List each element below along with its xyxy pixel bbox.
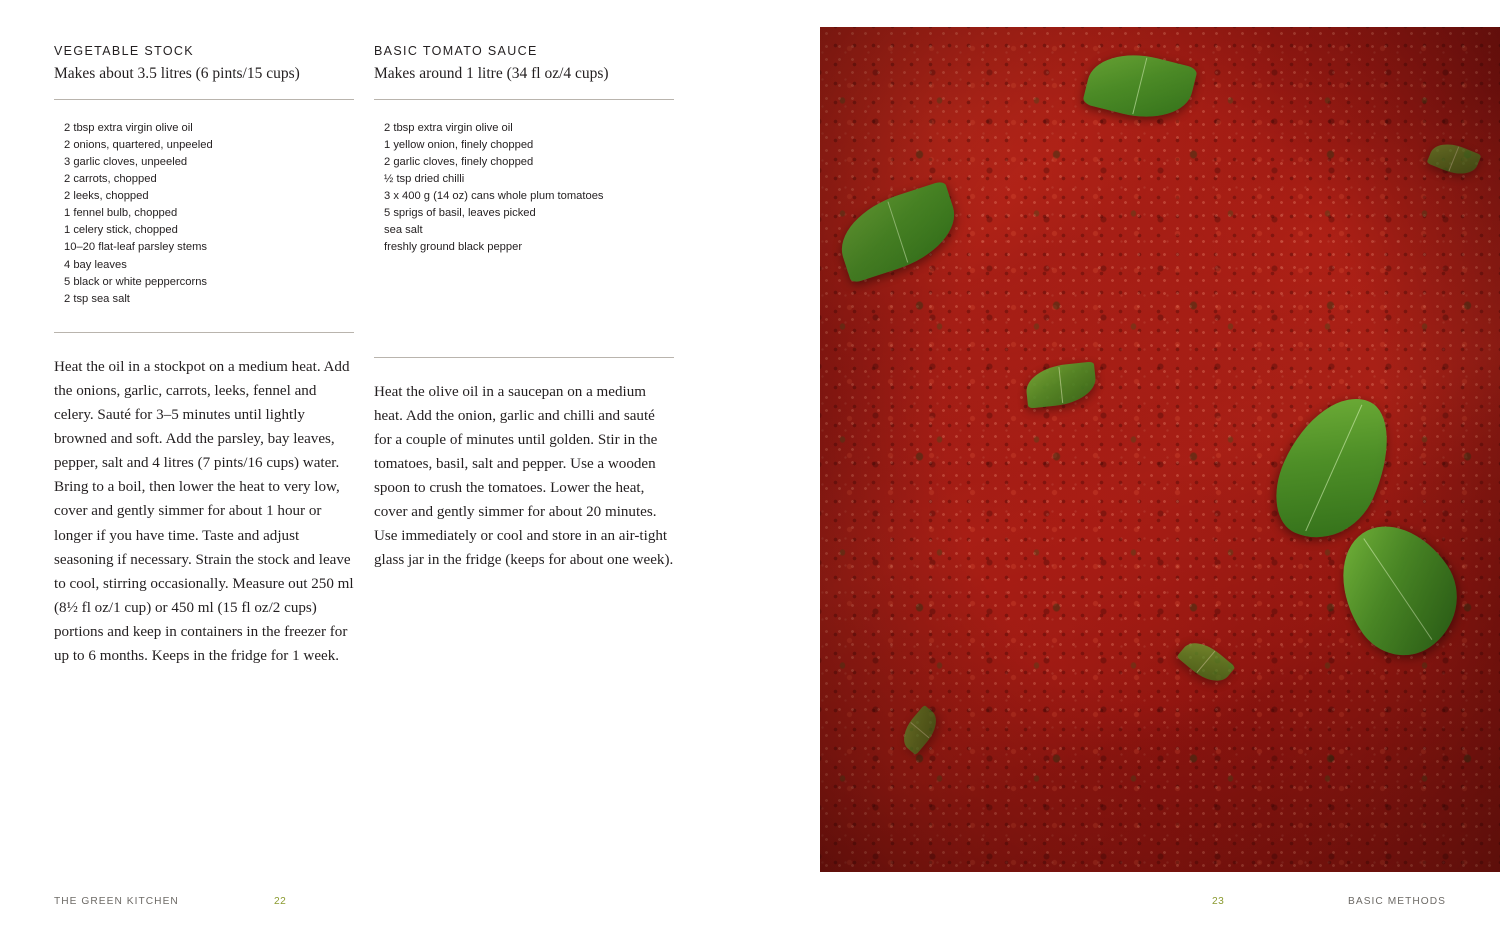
- list-item: 2 onions, quartered, unpeeled: [64, 139, 213, 152]
- tomato-sauce-photo: [820, 27, 1500, 872]
- list-item: 1 celery stick, chopped: [64, 224, 178, 237]
- right-page: [750, 0, 1500, 938]
- recipe-yield: Makes about 3.5 litres (6 pints/15 cups): [54, 65, 300, 82]
- list-item: 3 garlic cloves, unpeeled: [64, 156, 188, 169]
- recipe-column-vegetable-stock: [54, 44, 354, 668]
- recipe-title: VEGETABLE STOCK: [54, 44, 194, 58]
- list-item: freshly ground black pepper: [384, 241, 523, 254]
- list-item: 10–20 flat-leaf parsley stems: [64, 241, 208, 254]
- footer-book-title: THE GREEN KITCHEN: [54, 896, 179, 907]
- list-item: 2 leeks, chopped: [64, 190, 149, 203]
- recipe-columns: [54, 44, 674, 668]
- list-item: 4 bay leaves: [64, 258, 127, 271]
- recipe-title: BASIC TOMATO SAUCE: [374, 44, 538, 58]
- page-footer: [0, 896, 1500, 910]
- list-item: 2 tsp sea salt: [64, 292, 130, 305]
- ingredient-list: [54, 100, 354, 307]
- list-item: sea salt: [384, 224, 423, 237]
- photo-vignette: [820, 27, 1500, 872]
- footer-section-name: BASIC METHODS: [1348, 896, 1446, 907]
- ingredient-list: [374, 100, 674, 256]
- ingredients-block: [54, 100, 354, 331]
- list-item: 3 x 400 g (14 oz) cans whole plum tomatoes: [384, 190, 604, 203]
- page-number-right: 23: [1212, 896, 1225, 907]
- list-item: 1 fennel bulb, chopped: [64, 207, 178, 220]
- list-item: 2 carrots, chopped: [64, 173, 157, 186]
- list-item: 2 tbsp extra virgin olive oil: [64, 122, 193, 135]
- recipe-method: Heat the oil in a stockpot on a medium heat. Add the onions, garlic, carrots, leeks, fennel and celery. Sauté for 3–5 minutes until lightly browned and soft. Add the parsley, bay leaves, pepper, salt and 4 litres (7 pints/16 cups) water. Bring to a boil, then lower the heat to very low, cover and gently simmer for about 1 hour or longer if you have time. Taste and adjust seasoning if necessary. Strain the stock and leave to cool, stirring occasionally. Measure out 250 ml (8½ fl oz/1 cup) or 450 ml (15 fl oz/2 cups) portions and keep in containers in the freezer for up to 6 months. Keeps in the fridge for 1 week.: [54, 358, 354, 665]
- list-item: 1 yellow onion, finely chopped: [384, 139, 534, 152]
- recipe-yield: Makes around 1 litre (34 fl oz/4 cups): [374, 65, 609, 82]
- list-item: 5 sprigs of basil, leaves picked: [384, 207, 536, 220]
- list-item: ½ tsp dried chilli: [384, 173, 465, 186]
- recipe-column-basic-tomato-sauce: [374, 44, 674, 668]
- list-item: 5 black or white peppercorns: [64, 275, 208, 288]
- ingredients-block: [374, 100, 674, 356]
- recipe-method: Heat the olive oil in a saucepan on a medium heat. Add the onion, garlic and chilli and sauté for a couple of minutes until golden. Stir in the tomatoes, basil, salt and pepper. Use a wooden spoon to crush the tomatoes. Lower the heat, cover and gently simmer for about 20 minutes. Use immediately or cool and store in an air-tight glass jar in the fridge (keeps for about one week).: [374, 383, 674, 569]
- page-number-left: 22: [274, 896, 287, 907]
- list-item: 2 garlic cloves, finely chopped: [384, 156, 534, 169]
- list-item: 2 tbsp extra virgin olive oil: [384, 122, 513, 135]
